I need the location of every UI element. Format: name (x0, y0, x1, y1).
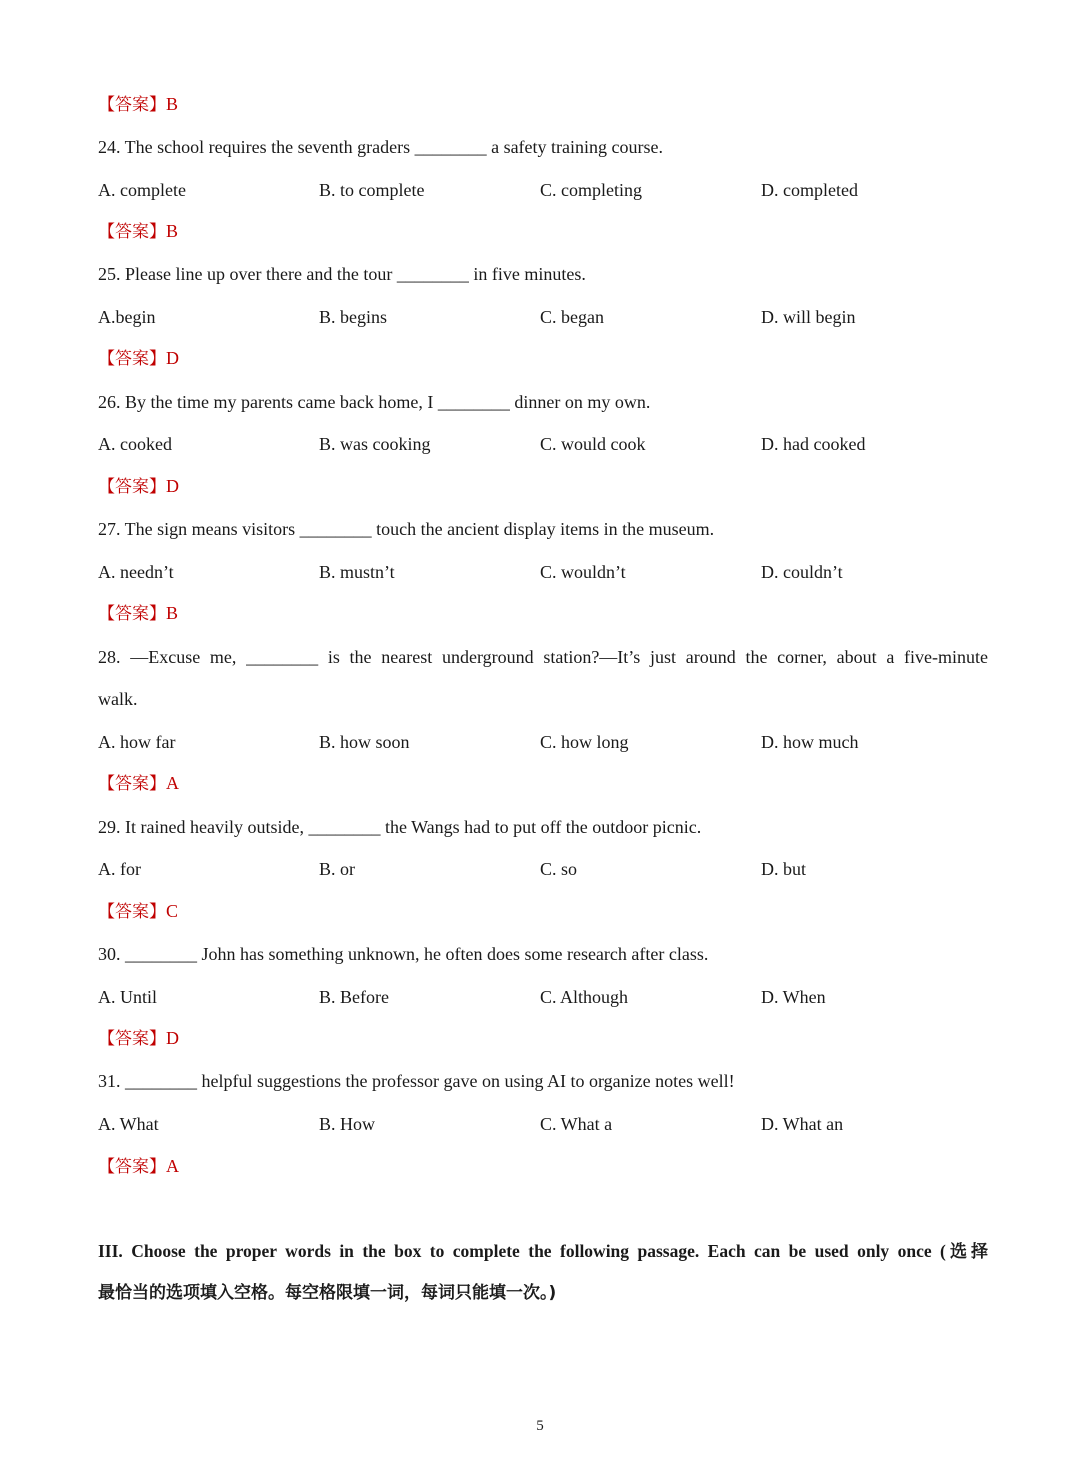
option-c: C. What a (540, 1114, 613, 1134)
option-c: C. so (540, 859, 578, 879)
option-b: B. to complete (319, 180, 425, 200)
question-31-stem: 31. ________ helpful suggestions the professor gave on using AI to organize notes well! (98, 1071, 735, 1091)
option-b: B. Before (319, 987, 389, 1007)
answer-prev: 【答案】B (98, 94, 179, 115)
option-b: B. or (319, 859, 355, 879)
option-c: C. would cook (540, 434, 646, 454)
option-d: D. had cooked (761, 434, 866, 454)
option-d: D. but (761, 859, 806, 879)
answer-27: 【答案】B (98, 603, 179, 624)
option-a: A. how far (98, 732, 176, 752)
option-a: A. Until (98, 987, 158, 1007)
answer-24: 【答案】B (98, 221, 179, 242)
page-number: 5 (536, 1418, 544, 1434)
question-26-stem: 26. By the time my parents came back home, I ________ dinner on my own. (98, 392, 651, 412)
question-27-stem: 27. The sign means visitors ________ touch the ancient display items in the museum. (98, 519, 715, 539)
option-b: B. mustn’t (319, 562, 395, 582)
answer-25: 【答案】D (98, 348, 179, 369)
option-b: B. was cooking (319, 434, 431, 454)
option-a: A. for (98, 859, 141, 879)
option-b: B. begins (319, 307, 388, 327)
option-c: C. completing (540, 180, 642, 200)
option-d: D. how much (761, 732, 859, 752)
section-iii-heading-cont: 最恰当的选项填入空格。每空格限填一词，每词只能填一次。) (98, 1283, 557, 1303)
option-a: A.begin (98, 307, 156, 327)
option-a: A. What (98, 1114, 159, 1134)
option-c: C. Although (540, 987, 629, 1007)
question-24-stem: 24. The school requires the seventh graders ________ a safety training course. (98, 137, 664, 157)
question-29-stem: 29. It rained heavily outside, ________ the Wangs had to put off the outdoor picnic. (98, 817, 702, 837)
answer-30: 【答案】D (98, 1028, 179, 1049)
option-a: A. cooked (98, 434, 172, 454)
option-b: B. How (319, 1114, 376, 1134)
option-c: C. wouldn’t (540, 562, 626, 582)
option-d: D. When (761, 987, 826, 1007)
option-a: A. needn’t (98, 562, 174, 582)
option-b: B. how soon (319, 732, 410, 752)
question-28-stem: 28. —Excuse me, ________ is the nearest underground station?—It’s just around the corner, about a five-minute (98, 647, 988, 667)
option-a: A. complete (98, 180, 186, 200)
answer-28: 【答案】A (98, 773, 179, 794)
option-c: C. how long (540, 732, 629, 752)
question-25-stem: 25. Please line up over there and the tour ________ in five minutes. (98, 264, 586, 284)
option-c: C. began (540, 307, 604, 327)
option-d: D. will begin (761, 307, 856, 327)
answer-31: 【答案】A (98, 1156, 179, 1177)
option-d: D. completed (761, 180, 858, 200)
question-28-stem-cont: walk. (98, 689, 138, 709)
answer-26: 【答案】D (98, 476, 179, 497)
option-d: D. couldn’t (761, 562, 843, 582)
question-30-stem: 30. ________ John has something unknown, he often does some research after class. (98, 944, 709, 964)
option-d: D. What an (761, 1114, 844, 1134)
answer-29: 【答案】C (98, 901, 179, 922)
section-iii-heading: III. Choose the proper words in the box to complete the following passage. Each can be used only once (选择 (98, 1241, 989, 1262)
